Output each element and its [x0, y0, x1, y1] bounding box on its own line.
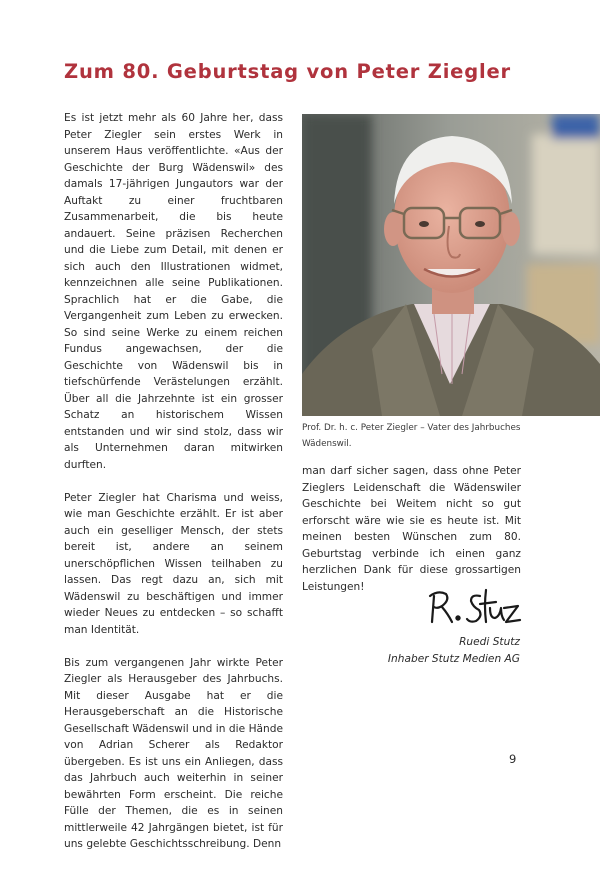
portrait-illustration	[302, 114, 600, 416]
left-text-column	[64, 110, 283, 869]
signature-role: Inhaber Stutz Medien AG	[387, 653, 520, 665]
portrait-photo	[302, 114, 600, 416]
paragraph: man darf sicher sagen, dass ohne Peter Zieglers Leidenschaft die Wädenswiler Geschichte bei Weitem nicht so gut erforscht wäre wie sie es heute ist. Mit meinen besten Wünschen zum 80. Geburtstag verbinde ich einen ganz herzlichen Dank für diese grossartigen Leistungen!	[302, 465, 521, 593]
signature-name: Ruedi Stutz	[459, 636, 520, 648]
handwritten-signature	[424, 584, 524, 630]
page-number: 9	[509, 752, 517, 766]
paragraph: Peter Ziegler hat Charisma und weiss, wie man Geschichte erzählt. Er ist aber auch ein geselliger Mensch, der stets bereit ist, andere an seinem unerschöpflichen Wissen teilhaben zu lassen. Das regt dazu an, sich mit Wädenswil zu beschäftigen und immer wieder Neues zu entdecken – so schafft man Identität.	[64, 491, 283, 636]
photo-caption: Prof. Dr. h. c. Peter Ziegler – Vater des Jahrbuches Wädenswil.	[302, 423, 521, 449]
page-title: Zum 80. Geburtstag von Peter Ziegler	[64, 60, 511, 83]
paragraph: Es ist jetzt mehr als 60 Jahre her, dass Peter Ziegler sein erstes Werk in unserem Haus veröffentlichte. «Aus der Geschichte der Burg Wädenswil» des damals 17-jährigen Jungautors war der Auftakt zu einer fruchtbaren Zusammenarbeit, die bis heute andauert. Seine präzisen Recherchen und die Liebe zum Detail, mit denen er sich auch den Illustrationen widmet, kennzeichnen alle seine Publikationen. Sprachlich hat er die Gabe, die Vergangenheit zum Leben zu erwecken. So sind seine Werke zu einem reichen Fundus angewachsen, der die Geschichte von Wädenswil bis in tiefschürfende Verästelungen erzählt. Über all die Jahrzehnte ist ein grosser Schatz an historischem Wissen entstanden und wir sind stolz, dass wir als Unternehmen daran mitwirken durften.	[64, 112, 283, 471]
paragraph: Bis zum vergangenen Jahr wirkte Peter Ziegler als Herausgeber des Jahrbuchs. Mit dieser Ausgabe hat er die Herausgeberschaft an die Historische Gesellschaft Wädenswil und in die Hände von Adrian Scherer als Redaktor übergeben. Es ist uns ein Anliegen, dass das Jahrbuch auch weiterhin in seiner bewährten Form erscheint. Die reiche Fülle der Themen, die es in seinen mittlerweile 42 Jahrgängen bietet, ist für uns gelebte Geschichtsschreibung. Denn	[64, 656, 283, 850]
